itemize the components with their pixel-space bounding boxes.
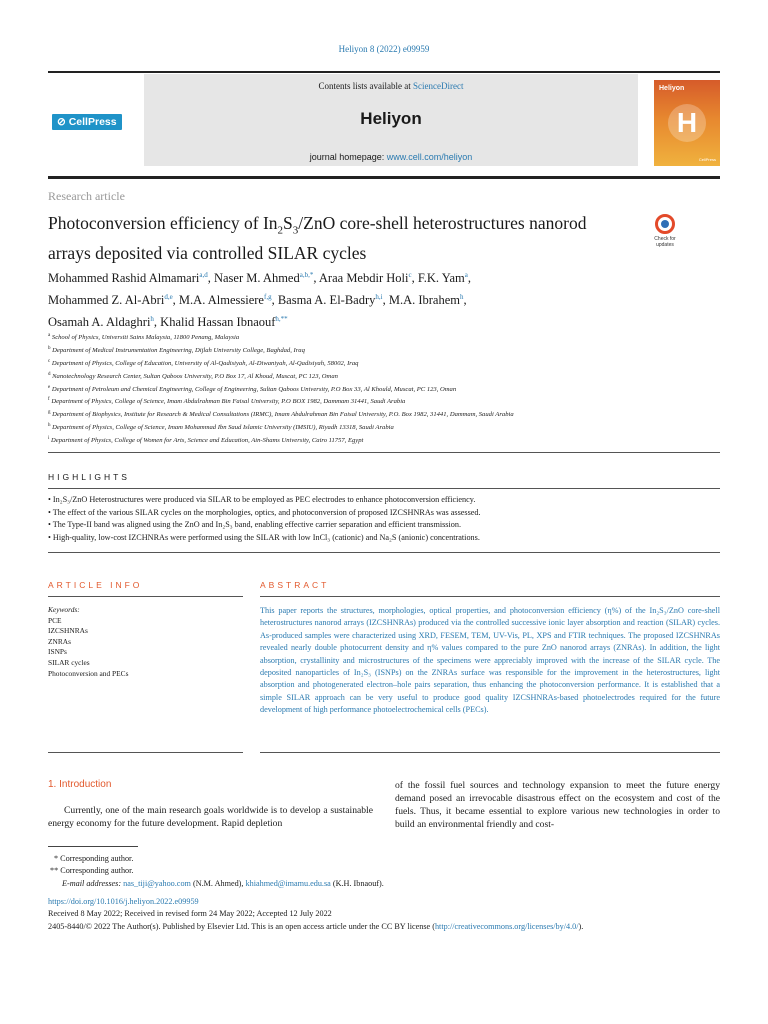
- keyword[interactable]: SILAR cycles: [48, 657, 90, 667]
- sciencedirect-link[interactable]: ScienceDirect: [413, 81, 464, 91]
- article-title: Photoconversion efficiency of $In_2S_3$/ZnO core-shell heterostructures nanorod arrays deposited via controlled SILAR cycles: [48, 213, 587, 263]
- article-info-bottom-rule: [48, 752, 243, 753]
- abstract-rule: [260, 596, 720, 597]
- author[interactable]: M.A. Ibrahem: [388, 293, 461, 308]
- highlight-item: • High-quality, low-cost IZCHNRAs were performed using the SILAR with low InCl₃ (cationic) and Na₂S (anionic) concentrations.: [48, 532, 480, 542]
- affiliation: $^c$ Department of Physics, College of Education, University of Al-Qadisiyah, Al-Diwaniyah, Al-Qadisiyah, 58002, Iraq: [48, 358, 359, 367]
- corresponding-note: ** Corresponding author.: [50, 866, 134, 876]
- license-link[interactable]: http://creativecommons.org/licenses/by/4.0/: [434, 921, 579, 931]
- doi-link[interactable]: https://doi.org/10.1016/j.heliyon.2022.e09959: [48, 897, 199, 906]
- license-line: 2405-8440/© 2022 The Author(s). Published by Elsevier Ltd. This is an open access article under the CC BY license (http://creativecommons.org/licenses/by/4.0/).: [48, 921, 584, 931]
- highlights-bottom-rule: [48, 552, 720, 553]
- footnotes: [48, 853, 720, 890]
- affiliation: $^d$ Nanotechnology Research Center, Sultan Qaboos University, P.O Box 17, Al Khoud, Muscat, PC 123, Oman: [48, 371, 338, 380]
- author[interactable]: Osamah A. Aldaghri: [48, 315, 151, 330]
- abstract-bottom-rule: [260, 752, 720, 753]
- journal-reference[interactable]: Heliyon 8 (2022) e09959: [338, 44, 430, 54]
- keywords-block: [48, 605, 228, 679]
- author[interactable]: Mohammed Rashid Almamari: [48, 271, 200, 286]
- homepage-link[interactable]: www.cell.com/heliyon: [386, 152, 473, 162]
- affiliation: $^b$ Department of Medical Instrumentation Engineering, Dijlah University College, Baghdad, Iraq: [48, 345, 305, 355]
- corresponding-note: * Corresponding author.: [54, 854, 134, 863]
- email-link[interactable]: nas_tiji@yahoo.com: [123, 878, 191, 888]
- author[interactable]: Araa Mebdir Holi: [318, 271, 409, 286]
- keyword[interactable]: ZNRAs: [48, 636, 71, 646]
- highlights-heading: HIGHLIGHTS: [48, 472, 130, 482]
- highlights-list: [48, 494, 720, 544]
- check-updates-icon: [655, 214, 675, 234]
- highlight-item: • In₂S₃/ZnO Heterostructures were produced via SILAR to be employed as PEC electrodes to enhance photoconversion efficiency.: [48, 495, 476, 504]
- author[interactable]: Khalid Hassan Ibnaouf: [160, 315, 276, 330]
- author[interactable]: Naser M. Ahmed: [213, 271, 300, 286]
- check-updates-label: Check for updates: [654, 236, 676, 248]
- highlight-item: • The Type-II band was aligned using the ZnO and In₂S₃ band, enabling effective carrier separation and efficient transmission.: [48, 520, 462, 529]
- header-rule: [48, 71, 720, 73]
- author[interactable]: Mohammed Z. Al-Abri: [48, 293, 165, 308]
- article-info-heading: ARTICLE INFO: [48, 580, 143, 590]
- cover-title: Heliyon: [659, 85, 685, 92]
- highlights-rule: [48, 488, 720, 489]
- keyword[interactable]: ISNPs: [48, 647, 67, 657]
- affiliation: $^e$ Department of Petroleum and Chemical Engineering, College of Engineering, Sultan Qaboos University, P.O Box 33, Al Khould, Muscat, PC 123, Oman: [48, 384, 457, 393]
- keyword[interactable]: PCE: [48, 615, 62, 625]
- journal-homepage: journal homepage: www.cell.com/heliyon: [309, 152, 473, 162]
- cover-h-logo: H: [668, 104, 706, 142]
- cover-footer: CellPress: [698, 157, 716, 162]
- article-info-rule: [48, 596, 243, 597]
- affiliations: [48, 331, 688, 447]
- author-list: Mohammed Rashid Almamari$^{a,d}$, Naser M. Ahmed$^{a,b,*}$, Araa Mebdir Holi$^c$, F.K. Yam$^a$, Mohammed Z. Al-Abri$^{d,e}$, M.A. Almessiere$^{f,g}$, Basma A. El-Badry$^{h,i}$, M.A. Ibrahem$^h$, Osamah A. Aldaghri$^h$, Khalid Hassan Ibnaouf$^{h,**}$: [48, 271, 471, 330]
- intro-paragraph-left: Currently, one of the main research goals worldwide is to develop a sustainable energy economy for the future development. Rapid depletion: [48, 805, 373, 829]
- publication-info: [48, 896, 728, 933]
- cellpress-logo[interactable]: ⊘ CellPress: [52, 114, 122, 130]
- publisher-logo-area: [48, 80, 138, 164]
- email-link[interactable]: khiahmed@imamu.edu.sa: [245, 878, 331, 888]
- banner-bottom-rule: [48, 176, 720, 179]
- footnote-rule: [48, 846, 138, 847]
- check-for-updates-badge[interactable]: [645, 214, 685, 256]
- affiliation: $^a$ School of Physics, Universiti Sains Malaysia, 11800 Penang, Malaysia: [48, 333, 240, 342]
- highlight-item: • The effect of the various SILAR cycles on the morphologies, optics, and photoconversion of proposed IZCSHNRAs was assessed.: [48, 507, 481, 517]
- affiliation: $^f$ Department of Physics, College of Science, Imam Abdulrahman Bin Faisal University, P.O BOX 1982, Dammam 31441, Saudi Arabia: [48, 397, 406, 406]
- keywords-label: Keywords:: [48, 605, 80, 614]
- author[interactable]: M.A. Almessiere: [178, 293, 264, 308]
- affiliation: $^g$ Department of Biophysics, Institute for Research & Medical Consultations (IRMC), Imam Abdulrahman Bin Faisal University, P.O. Box 1982, 31441, Dammam, Saudi Arabia: [48, 410, 514, 419]
- contents-line: Contents lists available at ScienceDirect: [318, 81, 464, 91]
- email-line: E-mail addresses: nas_tiji@yahoo.com (N.M. Ahmed), khiahmed@imamu.edu.sa (K.H. Ibnaouf).: [62, 878, 384, 888]
- journal-name: Heliyon: [360, 109, 422, 128]
- author[interactable]: Basma A. El-Badry: [277, 293, 376, 308]
- intro-paragraph-right: of the fossil fuel sources and technology expansion to meet the future energy demand posed an irrevocable disastrous effect on the ecosystem and cost of the fuels. Thus, it became essential to explore various new technologies in order to build an environmental friendly and cost-: [395, 780, 720, 830]
- received-dates: Received 8 May 2022; Received in revised form 24 May 2022; Accepted 12 July 2022: [48, 909, 332, 919]
- article-type: Research article: [48, 189, 125, 203]
- abstract-heading: ABSTRACT: [260, 580, 330, 590]
- abstract-text: This paper reports the structures, morphologies, optical properties, and photoconversion efficiency (η%) of the In₂S₃/ZnO core-shell heterostructures nanorod arrays (IZCSHNRAs) produced via the controlled successive ionic layer absorption and reaction (SILAR) cycles. As-produced samples were characterized using XRD, FESEM, TEM, UV-Vis, PL, XPS and FTIR techniques. The proposed IZCSHNRAs revealed nearly double photocurrent density and η% values compared to the pure ZnO nanorod arrays (ZNRAs). In addition, the light absorption, crystallinity and microstructures of the specimens were appreciably improved with the increase of the SILAR cycle. The deposited nanoparticles of In₂S₃ (ISNPs) on the ZNRAs surface was responsible for the improvement in the heterostructures, light absorption and photogenerated electron–hole pairs separation, thus enhancing the photoconversion performance. It is established that a simple SILAR approach can be very useful to produce good quality IZCSHNRAs-based photoelectrodes required for the future development of high performance photoelectrochemical cells (PECs).: [260, 606, 720, 715]
- keyword[interactable]: IZCSHNRAs: [48, 626, 88, 636]
- author[interactable]: F.K. Yam: [417, 271, 465, 286]
- highlights-top-rule: [48, 452, 720, 453]
- introduction-heading: 1. Introduction: [48, 779, 112, 790]
- keyword[interactable]: Photoconversion and PECs: [48, 668, 129, 678]
- affiliation: $^h$ Department of Physics, College of Science, Imam Mohammad Ibn Saud Islamic University (IMSIU), Riyadh 13318, Saudi Arabia: [48, 423, 394, 432]
- affiliation: $^i$ Department of Physics, College of Women for Arts, Science and Education, Ain-Shams University, Cairo 11757, Egypt: [48, 436, 364, 445]
- journal-cover-image[interactable]: [654, 80, 720, 166]
